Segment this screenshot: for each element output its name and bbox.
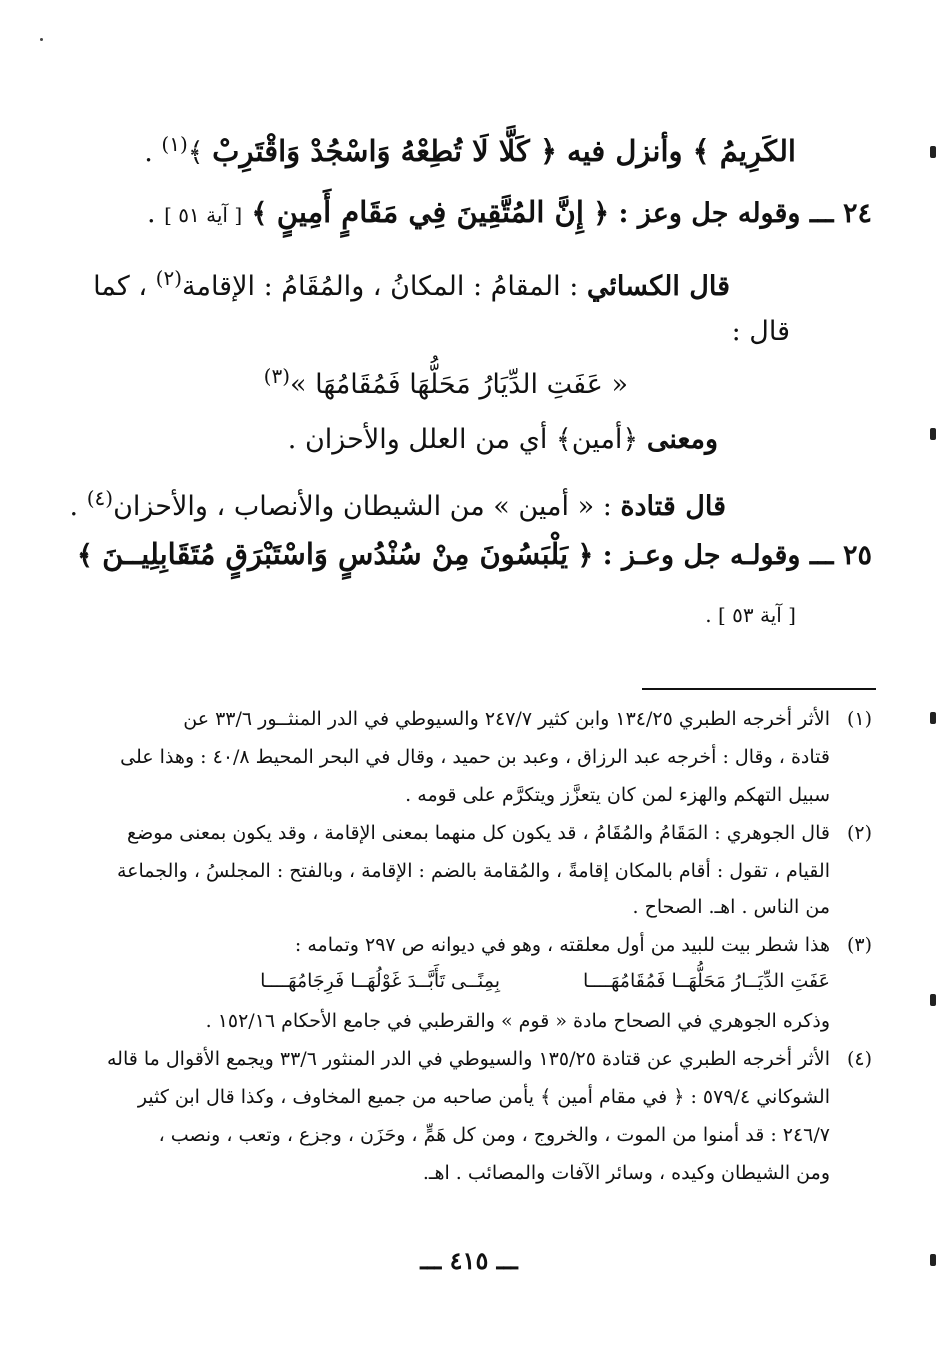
verse-close-bracket: ﴾	[187, 137, 213, 168]
footnote-separator	[642, 688, 876, 690]
qala-text: قال :	[731, 316, 790, 347]
kisai-text-end: ، كما	[93, 271, 156, 302]
footnote-2-line-2: القيام ، تقول : أقام بالمكان إقامةً ، والمُقامة بالضم : الإقامة ، وبالفتح : المجلسُ ، والجماعة	[116, 860, 830, 882]
speaker-qatada: قال قتادة	[620, 491, 726, 522]
qatada-text: : « أمين » من الشيطان والأنصاب ، والأحزان	[113, 491, 621, 522]
footnote-3-after: وذكره الجوهري في الصحاح مادة « قوم » والقرطبي في جامع الأحكام ١٥٢/١٦ .	[205, 1010, 830, 1032]
footnote-1-line-3: سبيل التهكم والهزء لمن كان يتعزَّز ويتكرَّم على قومه .	[405, 784, 830, 806]
footnote-2-line-3: من الناس . اهـ. الصحاح .	[632, 896, 830, 918]
quran-verse-muttaqin: إِنَّ المُتَّقِينَ فِي مَقَامٍ أَمِينٍ	[276, 195, 584, 229]
footnote-3-verse-first-hemistich: عَفَتِ الدِّيَــارُ مَحَلُّهَــا فَمُقَامُهَــــا	[582, 970, 830, 992]
footnote-4-line-4: ومن الشيطان وكيده ، وسائر الآفات والمصائب . اهـ.	[422, 1162, 830, 1184]
footnote-3-line-1: هذا شطر بيت للبيد من أول معلقته ، وهو في ديوانه ص ٢٩٧ وتمامه :	[294, 934, 830, 956]
scan-mark	[930, 146, 936, 158]
scan-dust	[40, 38, 43, 41]
verse-reference-53: [ آية ٥٣ ] .	[705, 603, 796, 627]
footnote-4-line-2: الشوكاني ٥٧٩/٤ : ﴿ في مقام أمين ﴾ يأمن صاحبه من جميع المخاوف ، وكذا قال ابن كثير	[137, 1086, 830, 1108]
meaning-label: ومعنى	[646, 424, 718, 455]
main-line-5	[264, 356, 628, 405]
line-end-period: .	[146, 198, 165, 229]
main-line-8	[77, 534, 872, 576]
main-line-3	[93, 258, 730, 307]
poetry-quote: « عَفَتِ الدِّيَارُ مَحَلُّهَا فَمُقَامُهَا »	[290, 369, 628, 400]
footnote-4-line-3: ٢٤٦/٧ : قد أمنوا من الموت ، والخروج ، ومن كل هَمٍّ ، وحَزَن ، وجزع ، وتعب ، ونصب ،	[158, 1124, 830, 1146]
footnote-2-line-1: قال الجوهري : المَقَامُ والمُقَامُ ، قد يكون كل منهما بمعنى الإقامة ، وقد يكون بمعنى موضع	[127, 822, 830, 844]
footnote-ref-2: (٢)	[155, 266, 183, 290]
section-heading-25: ٢٥ ـــ وقولـه جل وعـز : ﴿	[568, 540, 872, 571]
main-line-4	[732, 312, 790, 352]
footnote-3-verse-second-hemistich: بِمِنًــى تَأَبَّــدَ غَوْلُهَــا فَرِجَامُهَــــا	[260, 970, 500, 992]
verse-close-bracket: ﴾	[76, 540, 103, 571]
main-line-6	[288, 420, 718, 460]
footnote-2-number: (٢)	[846, 822, 872, 844]
section-heading-24: ٢٤ ـــ وقوله جل وعز : ﴿	[583, 198, 872, 229]
kisai-text: : المقامُ : المكانُ ، والمُقَامُ : الإقامة	[182, 271, 587, 302]
scan-mark	[930, 712, 936, 724]
footnote-4-line-1: الأثر أخرجه الطبري عن قتادة ١٣٥/٢٥ والسيوطي في الدر المنثور ٣٣/٦ ويجمع الأقوال ما قاله	[106, 1048, 830, 1070]
scan-mark	[930, 994, 936, 1006]
line-end-period: .	[144, 137, 162, 168]
quran-verse-yalbasun: يَلْبَسُونَ مِنْ سُنْدُسٍ وَاسْتَبْرَقٍ مُتَقَابِلِيــنَ	[102, 537, 569, 571]
quran-verse-kalla: كَلَّا لَا تُطِعْهُ وَاسْجُدْ وَاقْتَرِبْ	[212, 134, 530, 168]
footnote-ref-3: (٣)	[263, 364, 291, 388]
scan-mark	[930, 1254, 936, 1266]
footnote-4-number: (٤)	[846, 1048, 872, 1070]
main-line-2	[147, 192, 872, 235]
footnote-ref-4: (٤)	[86, 486, 114, 510]
page-number: ـــ ٤١٥ ـــ	[420, 1246, 518, 1275]
meaning-text: ﴿أمين﴾ أي من العلل والأحزان .	[287, 424, 647, 455]
main-line-9	[705, 594, 796, 635]
quran-word-karim: الكَرِيمُ ﴾ وأنزل فيه ﴿	[529, 134, 796, 168]
main-line-7	[70, 478, 726, 527]
main-line-1	[144, 124, 796, 173]
scan-mark	[930, 428, 936, 440]
footnote-1-line-2: قتادة ، وقال : أخرجه عبد الرزاق ، وعبد بن حميد ، وقال في البحر المحيط ٤٠/٨ : وهذا على	[120, 746, 830, 768]
line-end-period: .	[69, 491, 87, 522]
speaker-kisai: قال الكسائي	[586, 271, 730, 302]
footnote-3-number: (٣)	[846, 934, 872, 956]
footnote-1-line-1: الأثر أخرجه الطبري ١٣٤/٢٥ وابن كثير ٢٤٧/٧ والسيوطي في الدر المنثــور ٣٣/٦ عن	[183, 708, 830, 730]
verse-reference: [ آية ٥١ ]	[164, 203, 243, 227]
footnote-ref-1: (١)	[161, 132, 188, 156]
footnote-1-number: (١)	[846, 708, 872, 730]
verse-close-bracket: ﴾	[242, 198, 277, 229]
